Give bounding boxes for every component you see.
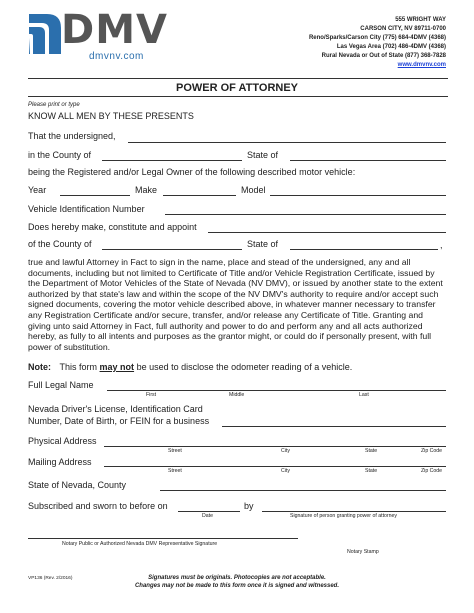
- undersigned-input[interactable]: [128, 142, 446, 143]
- footer-warning2: Changes may not be made to this form once it is signed and witnessed.: [134, 583, 340, 589]
- state2-input[interactable]: [290, 249, 438, 250]
- mailing-city: City: [281, 468, 290, 474]
- dmv-swoosh-icon: [27, 14, 63, 54]
- make-input[interactable]: [163, 195, 236, 196]
- logo-text: DMV: [61, 7, 168, 53]
- year-input[interactable]: [60, 195, 130, 196]
- model-input[interactable]: [270, 195, 446, 196]
- physical-state: State: [365, 448, 378, 454]
- nevada-county-label: State of Nevada, County: [28, 480, 127, 490]
- note-pre: This form: [59, 362, 98, 372]
- title-rule-top: [28, 78, 448, 79]
- dmv-logo: [27, 7, 187, 66]
- form-id: VP136 (Rev. 2/2016): [28, 576, 73, 581]
- phone-reno: Reno/Sparks/Carson City (775) 684-4DMV (4368): [308, 35, 446, 41]
- year-label: Year: [28, 185, 47, 195]
- legal-name-first: First: [146, 392, 157, 398]
- mailing-street: Street: [168, 468, 182, 474]
- make-label: Make: [135, 185, 158, 195]
- subscribed-date-caption: Date: [202, 513, 213, 519]
- mailing-address-input[interactable]: [104, 466, 446, 467]
- license-label-line2: Number, Date of Birth, or FEIN for a business: [28, 416, 210, 426]
- title-rule-bottom: [28, 96, 448, 97]
- physical-address-input[interactable]: [104, 446, 446, 447]
- odometer-note: [28, 362, 352, 372]
- model-label: Model: [241, 185, 266, 195]
- note-post: be used to disclose the odometer reading of a vehicle.: [136, 362, 353, 372]
- state1-input[interactable]: [290, 160, 446, 161]
- address-line2: CARSON CITY, NV 89711-0700: [360, 26, 446, 32]
- subscribed-by: by: [244, 501, 254, 511]
- appoint-label: Does hereby make, constitute and appoint: [28, 222, 197, 232]
- intro-text: KNOW ALL MEN BY THESE PRESENTS: [28, 111, 194, 121]
- physical-street: Street: [168, 448, 182, 454]
- note-emphasis: may not: [99, 362, 135, 372]
- county2-label: of the County of: [28, 239, 92, 249]
- physical-city: City: [281, 448, 290, 454]
- authority-paragraph: true and lawful Attorney in Fact to sign in the name, place and stead of the undersigned, any and all documents, including but not limited to Certificate of Title and/or Vehicle Registration Certificate, issued by the Department of Motor Vehicles of the State of Nevada (NV DMV), or issued by another state to the extent authorized by that state's law and within the scope of the NV DMV's authority to require and/or accept such signed documents, covering the motor vehicle described above, in whatever manner necessary to transfer any Registration Certificate and/or secure, transfer, and/or release any Certificate of Title. Granting and giving unto said Attorney in Fact, full authority and power to do and perform any and all acts authorized hereby, as fully to all intents and purposes as the grantor might, or could do if personally present, with full power of substitution.: [28, 257, 443, 352]
- notary-signature-input[interactable]: [28, 538, 298, 539]
- notary-signature-label: Notary Public or Authorized Nevada DMV Representative Signature: [62, 541, 218, 547]
- phone-rural: Rural Nevada or Out of State (877) 368-7828: [321, 53, 446, 59]
- nevada-county-input[interactable]: [160, 490, 446, 491]
- mailing-state: State: [365, 468, 378, 474]
- county1-input[interactable]: [102, 160, 242, 161]
- state1-label: State of: [247, 150, 279, 160]
- page-title: POWER OF ATTORNEY: [175, 82, 299, 94]
- state2-label: State of: [247, 239, 279, 249]
- legal-name-last: Last: [359, 392, 369, 398]
- website-link[interactable]: www.dmvnv.com: [397, 62, 446, 68]
- address-line1: 555 WRIGHT WAY: [395, 17, 446, 23]
- subscribed-signature-caption: Signature of person granting power of attorney: [290, 513, 397, 519]
- license-input[interactable]: [222, 426, 446, 427]
- vin-label: Vehicle Identification Number: [28, 204, 145, 214]
- county2-input[interactable]: [102, 249, 242, 250]
- phone-las-vegas: Las Vegas Area (702) 486-4DMV (4368): [336, 44, 446, 50]
- logo-site: dmvnv.com: [89, 51, 144, 62]
- owner-statement: being the Registered and/or Legal Owner of the following described motor vehicle:: [28, 167, 356, 177]
- appoint-input[interactable]: [208, 232, 446, 233]
- instructions: Please print or type: [28, 102, 80, 108]
- county1-label: in the County of: [28, 150, 92, 160]
- license-label-line1: Nevada Driver's License, Identification Card: [28, 404, 203, 414]
- state2-comma: ,: [440, 240, 443, 250]
- note-label: Note:: [28, 362, 51, 372]
- legal-name-input[interactable]: [107, 390, 446, 391]
- footer-warning1: Signatures must be originals. Photocopies are not acceptable.: [148, 575, 326, 581]
- subscribed-signature-input[interactable]: [262, 511, 446, 512]
- legal-name-label: Full Legal Name: [28, 380, 94, 390]
- physical-zip: Zip Code: [421, 448, 443, 454]
- undersigned-label: That the undersigned,: [28, 131, 116, 141]
- vin-input[interactable]: [165, 214, 446, 215]
- subscribed-label: Subscribed and sworn to before on: [28, 501, 168, 511]
- legal-name-middle: Middle: [229, 392, 245, 398]
- physical-address-label: Physical Address: [28, 436, 97, 446]
- notary-stamp-label: Notary Stamp: [347, 549, 379, 555]
- mailing-address-label: Mailing Address: [28, 457, 92, 467]
- mailing-zip: Zip Code: [421, 468, 443, 474]
- subscribed-date-input[interactable]: [178, 511, 240, 512]
